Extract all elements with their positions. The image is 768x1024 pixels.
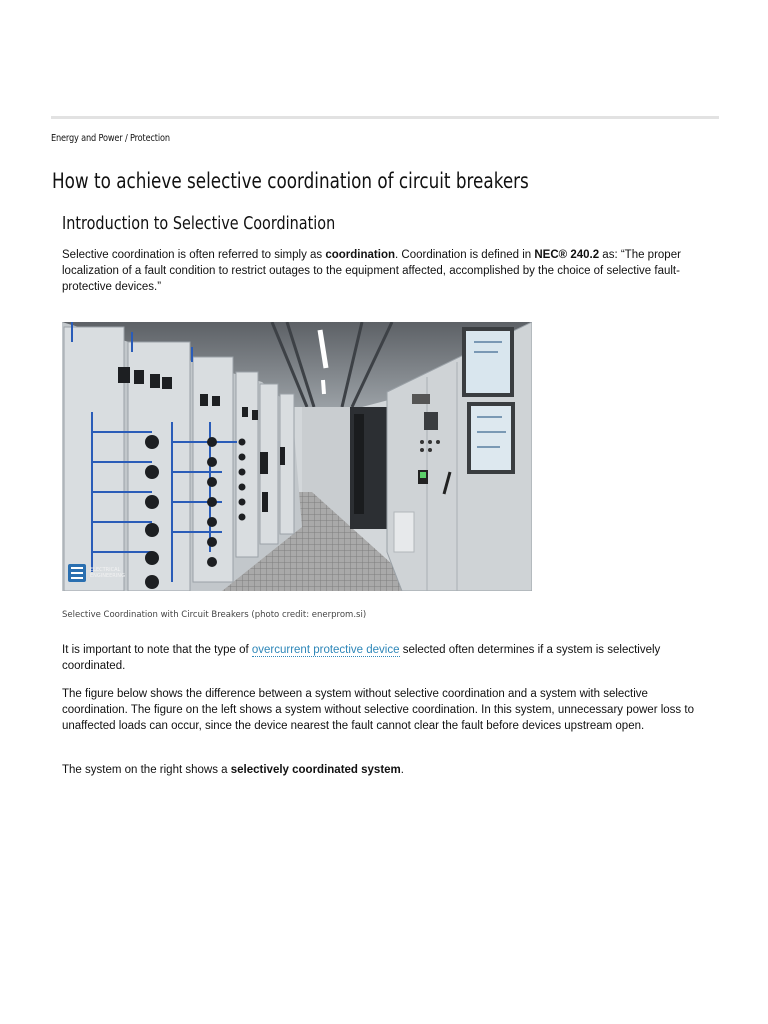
header-divider xyxy=(51,116,719,119)
switchgear-room-illustration xyxy=(62,322,532,591)
breadcrumb-separator: / xyxy=(122,133,131,144)
electrical-engineering-logo: ELECTRICAL ENGINEERING xyxy=(68,564,125,582)
intro-paragraph: Selective coordination is often referred to simply as coordination. Coordination is defined in NEC® 240.2 as: “The proper localization of a fault condition to restrict outages to the equipment affected, accomplished by the choice of selective fault-protective devices.” xyxy=(62,249,681,293)
paragraph-figure-description: The figure below shows the difference between a system without selective coordination and a system with selective coordination. The figure on the left shows a system without selective coordination. In this system, unnecessary power loss to unaffected loads can occur, since the device nearest the fault cannot clear the fault before devices upstream open. xyxy=(62,688,694,732)
paragraph-right-system: The system on the right shows a selectively coordinated system. xyxy=(62,764,404,776)
page-title: How to achieve selective coordination of circuit breakers xyxy=(52,169,529,193)
term-nec: NEC® 240.2 xyxy=(534,249,600,261)
breadcrumb-energy-and-power[interactable]: Energy and Power xyxy=(51,133,123,144)
photo-caption: Selective Coordination with Circuit Breakers (photo credit: enerprom.si) xyxy=(62,610,367,620)
switchgear-photo xyxy=(62,322,532,591)
logo-icon xyxy=(68,564,86,582)
paragraph-device-type: It is important to note that the type of overcurrent protective device selected often determines if a system is selectively coordinated. xyxy=(62,644,661,672)
term-coordination: coordination xyxy=(325,249,395,261)
overcurrent-protective-device-link[interactable]: overcurrent protective device xyxy=(251,644,400,656)
breadcrumb xyxy=(51,133,170,144)
term-selectively-coordinated-system: selectively coordinated system xyxy=(230,764,401,776)
breadcrumb-protection[interactable]: Protection xyxy=(130,133,170,144)
section-title: Introduction to Selective Coordination xyxy=(62,213,336,234)
